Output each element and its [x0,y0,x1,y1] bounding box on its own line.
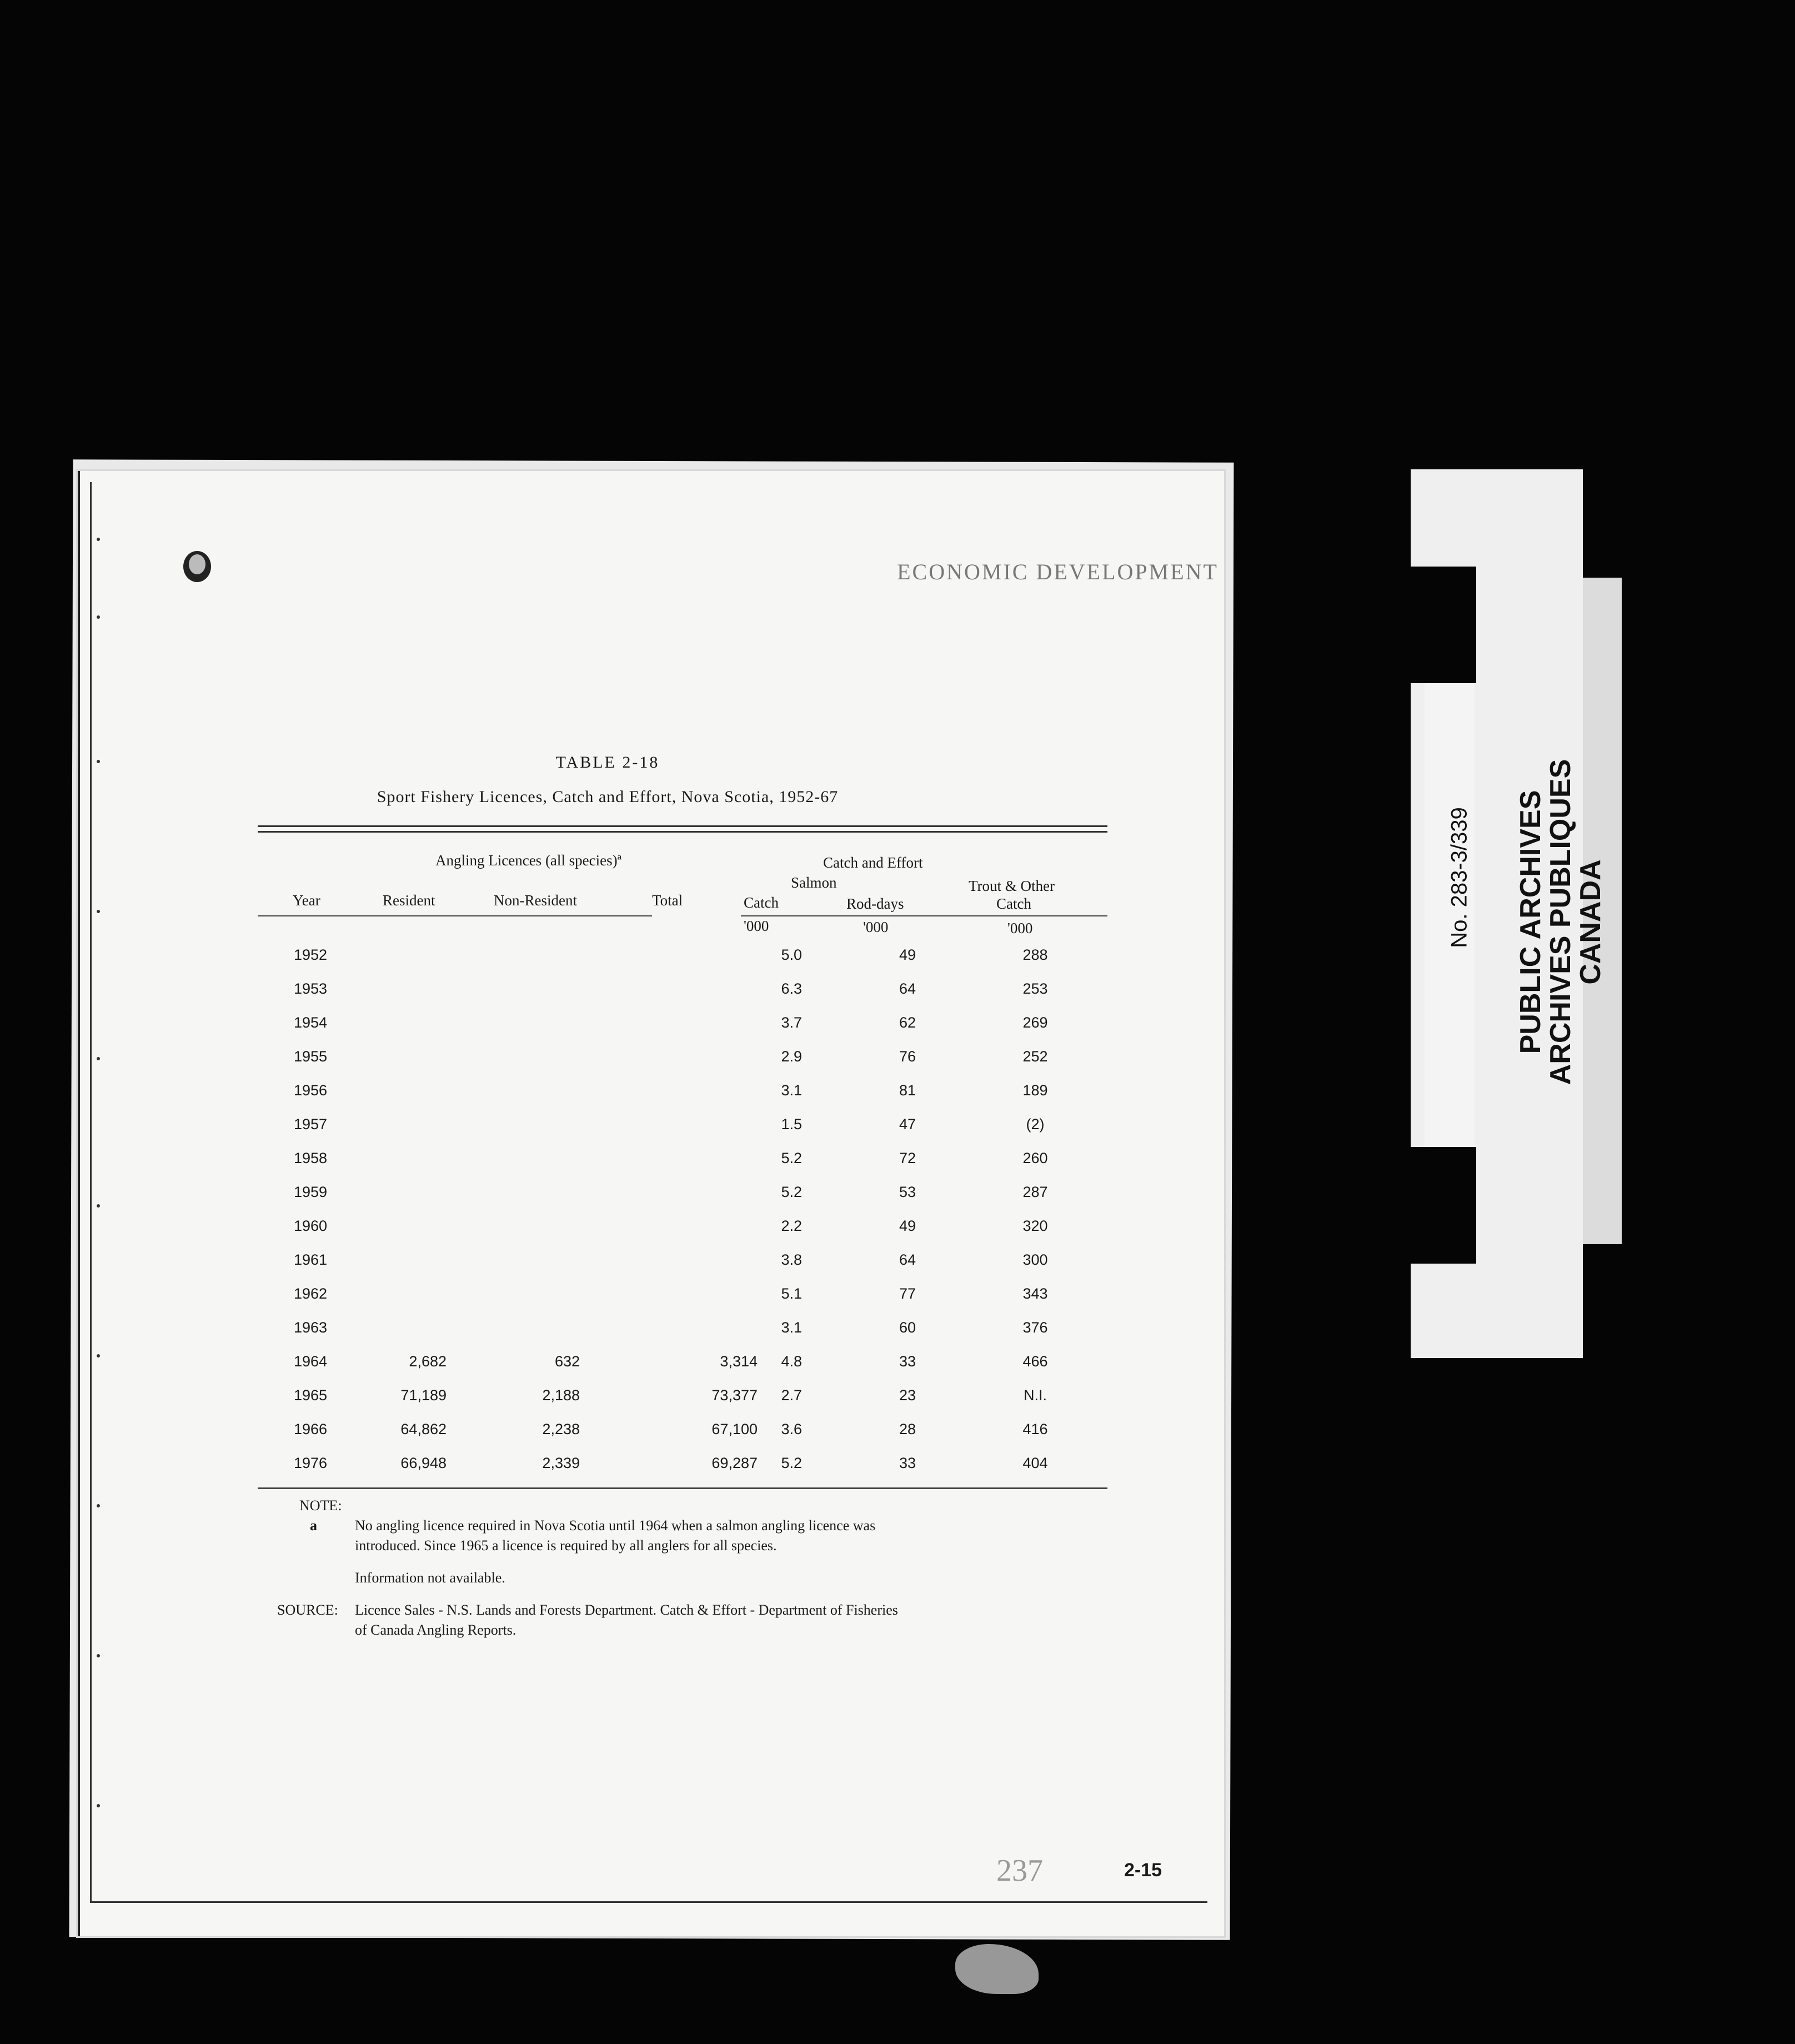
cell-year: 1954 [294,1014,328,1031]
cell-catch: 3.7 [781,1014,802,1031]
col-nonresident: Non-Resident [494,892,577,909]
margin-mark [97,615,100,619]
archive-label [1516,759,1606,1085]
margin-mark [97,1804,100,1807]
cell-year: 1965 [294,1387,328,1404]
cell-year: 1966 [294,1421,328,1437]
cell-trout: 300 [1022,1251,1048,1268]
cell-total: 3,314 [720,1353,758,1370]
cell-trout: 466 [1022,1353,1048,1370]
margin-mark [97,1504,100,1507]
cell-rod-days: 76 [899,1048,916,1065]
margin-mark [97,1204,100,1208]
cell-year: 1955 [294,1048,328,1065]
cell-year: 1976 [294,1455,328,1471]
source-line-2: of Canada Angling Reports. [355,1622,517,1638]
paper-scrap [955,1944,1039,1994]
col-total: Total [652,892,683,909]
cell-rod-days: 81 [899,1082,916,1099]
cell-catch: 1.5 [781,1116,802,1133]
cell-trout: N.I. [1023,1387,1047,1404]
cell-trout: 416 [1022,1421,1048,1437]
cell-nonresident: 2,238 [542,1421,580,1437]
archive-label-line-2: ARCHIVES PUBLIQUES [1545,759,1577,1085]
cell-year: 1960 [294,1218,328,1234]
archive-label-line-1: PUBLIC ARCHIVES [1515,790,1547,1054]
top-rule-2 [258,831,1107,833]
cell-catch: 3.1 [781,1082,802,1099]
unit-rod-days: '000 [863,919,889,935]
cell-rod-days: 77 [899,1285,916,1302]
col-trout: Trout & Other [969,878,1055,894]
cell-catch: 5.2 [781,1150,802,1166]
table-title: TABLE 2-18 [555,753,660,771]
top-rule [258,825,1107,827]
cell-trout: 287 [1022,1184,1048,1200]
cell-rod-days: 23 [899,1387,916,1404]
col-trout-catch: Catch [996,895,1031,912]
cell-catch: 2.7 [781,1387,802,1404]
cell-rod-days: 72 [899,1150,916,1166]
cell-trout: 376 [1022,1319,1048,1336]
cell-trout: 288 [1022,946,1048,963]
note-line-1: No angling licence required in Nova Scotia until 1964 when a salmon angling licence was [355,1517,876,1534]
cell-trout: 269 [1022,1014,1048,1031]
cell-catch: 3.1 [781,1319,802,1336]
catch-effort-group-header: Catch and Effort [823,854,923,871]
cell-year: 1956 [294,1082,328,1099]
header-rule-left [258,915,652,916]
cell-rod-days: 33 [899,1353,916,1370]
unit-catch: '000 [744,918,769,934]
cell-year: 1959 [294,1184,328,1200]
cell-year: 1953 [294,980,328,997]
cell-rod-days: 49 [899,946,916,963]
cell-catch: 2.9 [781,1048,802,1065]
cell-rod-days: 53 [899,1184,916,1200]
cell-year: 1957 [294,1116,328,1133]
cell-year: 1958 [294,1150,328,1166]
margin-mark [97,1654,100,1657]
cell-rod-days: 47 [899,1116,916,1133]
table-caption: Sport Fishery Licences, Catch and Effort, Nova Scotia, 1952-67 [377,788,839,806]
note-line-2: introduced. Since 1965 a licence is required by all anglers for all species. [355,1537,777,1554]
page-header: ECONOMIC DEVELOPMENT [897,559,1219,584]
unit-trout: '000 [1007,920,1033,936]
cell-catch: 5.2 [781,1455,802,1471]
cell-resident: 71,189 [400,1387,447,1404]
cell-catch: 2.2 [781,1218,802,1234]
cell-trout: (2) [1026,1116,1045,1133]
cell-rod-days: 62 [899,1014,916,1031]
note-not-available: Information not available. [355,1570,505,1586]
col-catch: Catch [744,894,779,911]
cell-catch: 5.1 [781,1285,802,1302]
cell-trout: 252 [1022,1048,1048,1065]
cell-resident: 66,948 [400,1455,447,1471]
note-label: NOTE: [299,1497,342,1514]
cell-rod-days: 64 [899,980,916,997]
cell-nonresident: 2,188 [542,1387,580,1404]
cell-rod-days: 33 [899,1455,916,1471]
cell-total: 67,100 [711,1421,758,1437]
cell-rod-days: 64 [899,1251,916,1268]
card-notch-bottom [1411,1147,1476,1264]
cell-rod-days: 49 [899,1218,916,1234]
cell-trout: 260 [1022,1150,1048,1166]
cell-catch: 5.2 [781,1184,802,1200]
salmon-group-header: Salmon [791,874,837,891]
cell-year: 1963 [294,1319,328,1336]
cell-resident: 2,682 [409,1353,447,1370]
source-line-1: Licence Sales - N.S. Lands and Forests Department. Catch & Effort - Department of Fisheries [355,1602,898,1618]
cell-trout: 404 [1022,1455,1048,1471]
col-resident: Resident [383,892,435,909]
card-notch-top [1411,567,1476,683]
bottom-rule [258,1487,1107,1489]
cell-resident: 64,862 [400,1421,447,1437]
margin-mark [97,1354,100,1357]
archive-reference-number: No. 283-3/339 [1447,807,1472,948]
margin-mark [97,538,100,541]
cell-catch: 4.8 [781,1353,802,1370]
header-rule-right [741,915,1107,916]
margin-mark [97,910,100,913]
punch-hole [183,551,211,582]
cell-trout: 343 [1022,1285,1048,1302]
document-page [78,471,1224,1936]
page-stamp: 237 [996,1853,1043,1888]
cell-nonresident: 2,339 [542,1455,580,1471]
margin-mark [97,760,100,763]
archive-label-line-3: CANADA [1575,859,1607,985]
col-rod-days: Rod-days [846,895,904,912]
page-number: 2-15 [1124,1860,1162,1881]
cell-trout: 320 [1022,1218,1048,1234]
cell-year: 1961 [294,1251,328,1268]
cell-nonresident: 632 [554,1353,580,1370]
cell-trout: 253 [1022,980,1048,997]
cell-catch: 6.3 [781,980,802,997]
cell-catch: 5.0 [781,946,802,963]
cell-year: 1952 [294,946,328,963]
margin-mark [97,1057,100,1060]
cell-trout: 189 [1022,1082,1048,1099]
cell-total: 73,377 [711,1387,758,1404]
cell-rod-days: 60 [899,1319,916,1336]
cell-year: 1964 [294,1353,328,1370]
cell-total: 69,287 [711,1455,758,1471]
licences-group-header: Angling Licences (all species)ª [435,852,622,869]
cell-catch: 3.8 [781,1251,802,1268]
cell-catch: 3.6 [781,1421,802,1437]
note-marker: a [310,1517,317,1534]
col-year: Year [293,892,320,909]
cell-year: 1962 [294,1285,328,1302]
source-label: SOURCE: [277,1602,338,1618]
cell-rod-days: 28 [899,1421,916,1437]
